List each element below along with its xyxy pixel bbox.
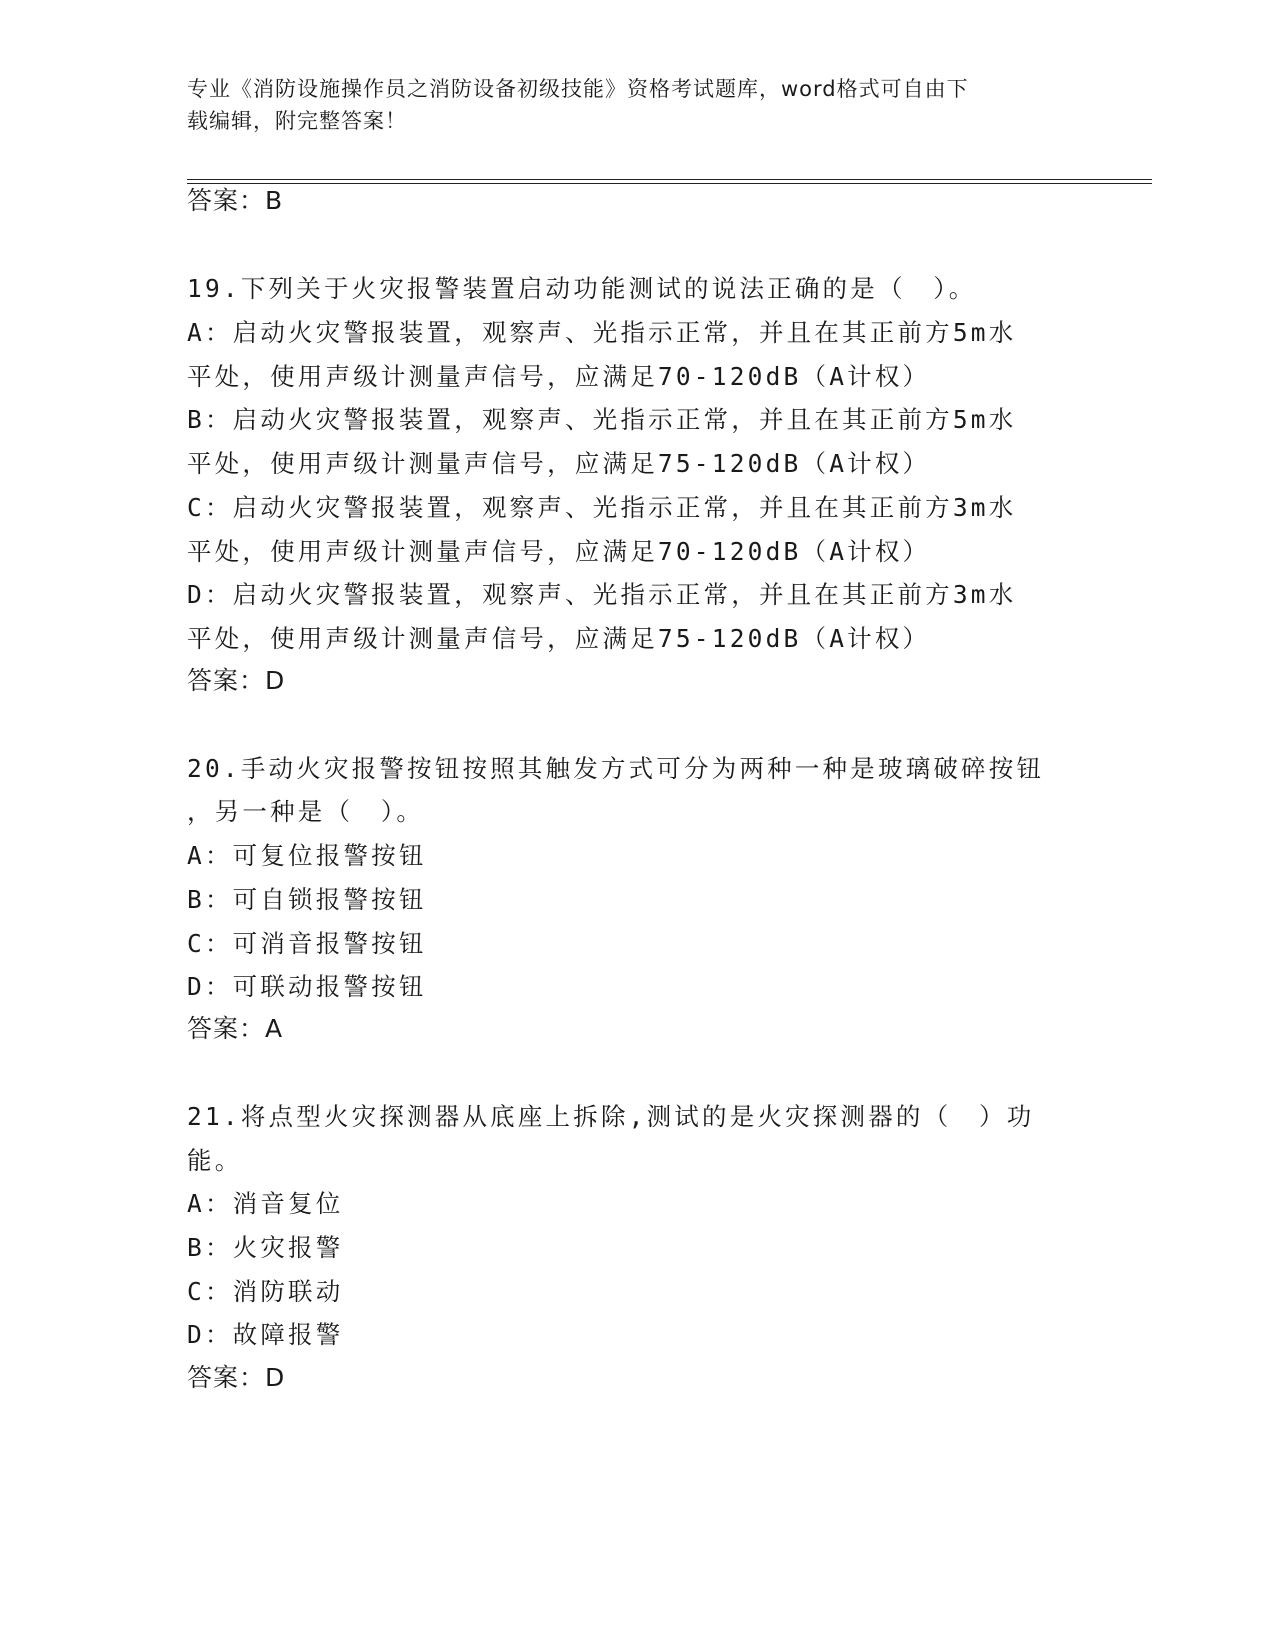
header-line-2: 载编辑，附完整答案！: [187, 109, 407, 133]
q19-option-c-line1: C：启动火灾警报装置，观察声、光指示正常，并且在其正前方3m水: [187, 493, 1017, 522]
document-header: [187, 73, 1067, 137]
q20-answer: 答案：A: [187, 1014, 284, 1043]
q21-option-d: D：故障报警: [187, 1320, 344, 1349]
q19-answer: 答案：D: [187, 666, 286, 695]
q21-stem-line1: 21.将点型火灾探测器从底座上拆除,测试的是火灾探测器的（ ）功: [187, 1102, 1035, 1131]
q21-stem-line2: 能。: [187, 1146, 243, 1175]
q20-option-c: C：可消音报警按钮: [187, 929, 427, 958]
q19-option-b-line1: B：启动火灾警报装置，观察声、光指示正常，并且在其正前方5m水: [187, 405, 1017, 434]
q20-option-a: A：可复位报警按钮: [187, 841, 427, 870]
q20-option-b: B：可自锁报警按钮: [187, 885, 427, 914]
q19-option-b-line2: 平处，使用声级计测量声信号，应满足75-120dB（A计权）: [187, 449, 931, 478]
q21-option-c: C：消防联动: [187, 1277, 344, 1306]
header-line-1: 专业《消防设施操作员之消防设备初级技能》资格考试题库，word格式可自由下: [187, 77, 969, 101]
q19-option-d-line2: 平处，使用声级计测量声信号，应满足75-120dB（A计权）: [187, 624, 931, 653]
q19-option-c-line2: 平处，使用声级计测量声信号，应满足70-120dB（A计权）: [187, 537, 931, 566]
q19-option-a-line1: A：启动火灾警报装置，观察声、光指示正常，并且在其正前方5m水: [187, 318, 1017, 347]
q20-option-d: D：可联动报警按钮: [187, 972, 427, 1001]
header-divider-bottom: [187, 183, 1152, 184]
q21-option-b: B：火灾报警: [187, 1233, 344, 1262]
q19-option-d-line1: D：启动火灾警报装置，观察声、光指示正常，并且在其正前方3m水: [187, 580, 1017, 609]
previous-answer: 答案：B: [187, 186, 284, 215]
q19-option-a-line2: 平处，使用声级计测量声信号，应满足70-120dB（A计权）: [187, 362, 931, 391]
q20-stem-line2: ，另一种是（ ）。: [187, 797, 425, 826]
q21-option-a: A：消音复位: [187, 1189, 344, 1218]
q19-stem: 19.下列关于火灾报警装置启动功能测试的说法正确的是（ ）。: [187, 274, 977, 303]
q21-answer: 答案：D: [187, 1363, 286, 1392]
q20-stem-line1: 20.手动火灾报警按钮按照其触发方式可分为两种一种是玻璃破碎按钮: [187, 754, 1045, 783]
header-divider-top: [187, 179, 1152, 180]
